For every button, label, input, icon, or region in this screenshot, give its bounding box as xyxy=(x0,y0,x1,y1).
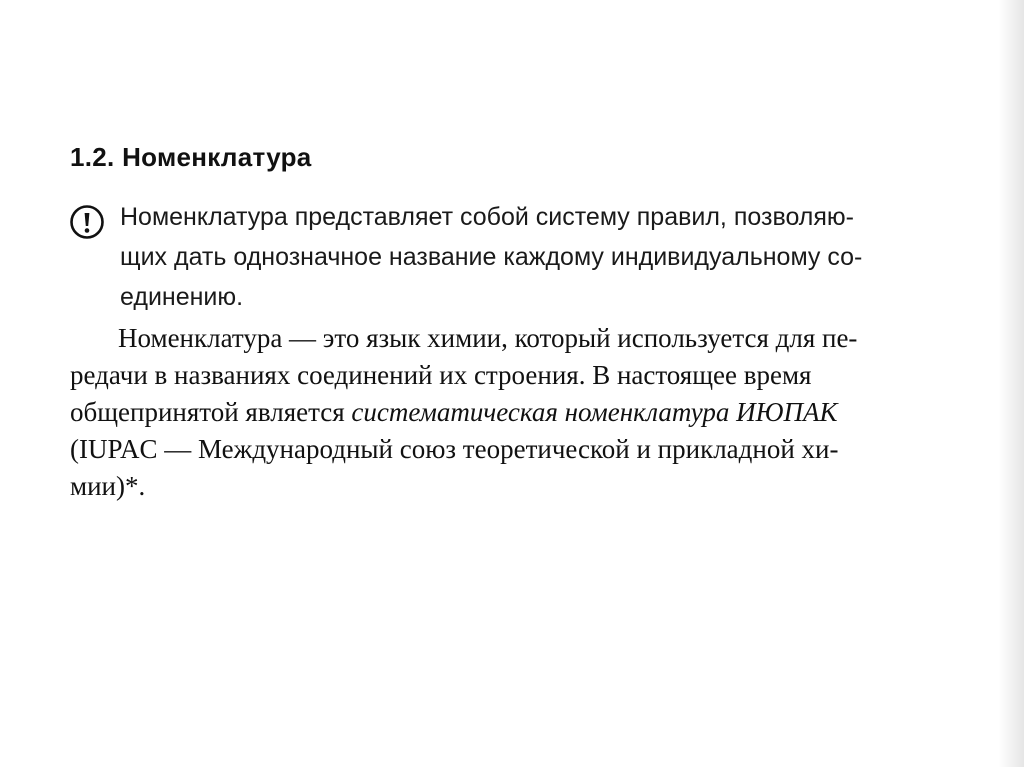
body-line xyxy=(70,394,857,431)
body-line: Номенклатура — это язык химии, который используется для пе- xyxy=(118,323,858,353)
body-line: мии)*. xyxy=(70,471,146,501)
body-text-plain: общепринятой является xyxy=(70,397,352,427)
body-paragraph xyxy=(70,320,857,505)
exclamation-circle-icon xyxy=(69,204,105,240)
section-heading: 1.2. Номенклатура xyxy=(70,142,312,172)
body-text-italic: систематическая номенклатура ИЮПАК xyxy=(351,397,838,427)
body-line: (IUPAC — Международный союз теоретической и прикладной хи- xyxy=(70,434,839,464)
definition-line: Номенклатура представляет собой систему правил, позволяю- xyxy=(120,203,854,231)
page-edge-shadow xyxy=(998,0,1024,767)
definition-line: щих дать однозначное название каждому индивидуальному со- xyxy=(120,243,863,271)
body-line: редачи в названиях соединений их строения. В настоящее время xyxy=(70,360,812,390)
definition-line: единению. xyxy=(120,283,244,311)
definition-block xyxy=(120,197,862,317)
